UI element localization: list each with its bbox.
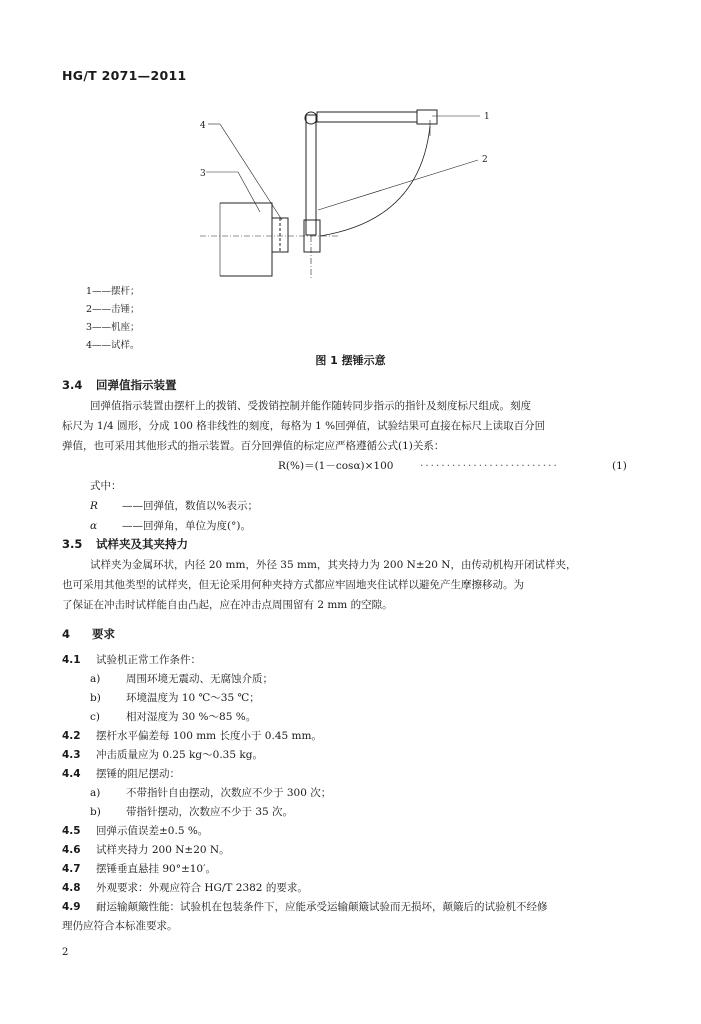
req-4-1-c: c) 相对湿度为 30 %～85 %。: [90, 711, 257, 723]
req-4-7: 4.7 摆锤垂直悬挂 90°±10′。: [62, 863, 216, 875]
req-4-2: 4.2 摆杆水平偏差每 100 mm 长度小于 0.45 mm。: [62, 730, 322, 742]
s35-line-1: 试样夹为金属环状，内径 20 mm，外径 35 mm，其夹持力为 200 N±20 N，由传动机构开闭试样夹，: [90, 559, 577, 571]
s35-line-2: 也可采用其他类型的试样夹，但无论采用何种夹持方式都应牢固地夹住试样以避免产生摩擦移动。为: [62, 579, 524, 591]
req-4-3: 4.3 冲击质量应为 0.25 kg～0.35 kg。: [62, 749, 263, 761]
legend-item-3: 3——机座；: [86, 322, 140, 333]
pivot-circle: [305, 112, 317, 124]
req-4-1-b: b) 环境温度为 10 ℃～35 ℃；: [90, 692, 260, 704]
callout-2: 2: [482, 155, 488, 165]
standard-number: HG/T 2071—2011: [62, 68, 187, 83]
section-4-heading: [62, 626, 115, 642]
legend-item-1: 1——摆杆；: [86, 286, 140, 297]
figure-caption: 图 1 摆锤示意: [315, 354, 386, 367]
callout-1: 1: [484, 112, 490, 122]
pendulum-rod: [306, 115, 316, 235]
symbol-R: [90, 496, 258, 516]
symbol-alpha: [90, 516, 251, 536]
hammer-head: [417, 110, 437, 124]
formula-leader: ··························: [420, 460, 559, 472]
symbol-desc: ——回弹角，单位为度(°)。: [122, 520, 251, 532]
req-4-4-a: a) 不带指针自由摆动，次数应不少于 300 次；: [90, 787, 332, 799]
pendulum-diagram: [180, 100, 520, 280]
page-number: 2: [62, 947, 69, 958]
req-4-9-cont: 理仍应符合本标准要求。: [62, 920, 178, 932]
formula-1: R(%)＝(1－cosα)×100: [278, 460, 394, 472]
section-title: 试样夹及其夹持力: [96, 537, 188, 551]
section-title: 回弹值指示装置: [96, 378, 177, 392]
symbol: R: [90, 500, 98, 512]
s34-line-3: 弹值，也可采用其他形式的指示装置。百分回弹值的标定应严格遵循公式(1)关系：: [62, 440, 445, 452]
req-4-4: 4.4 摆锤的阻尼摆动：: [62, 768, 180, 780]
req-4-1-a: a) 周围环境无震动、无腐蚀介质；: [90, 673, 273, 685]
req-4-4-b: b) 带指针摆动，次数应不少于 35 次。: [90, 806, 294, 818]
s34-line-2: 标尺为 1/4 圆形，分成 100 格非线性的刻度，每格为 1 %回弹值，试验结果可直接在标尺上读取百分回: [62, 420, 546, 432]
section-number: 3.5: [62, 537, 83, 551]
callout-4: 4: [200, 121, 206, 131]
where-label: 式中：: [90, 480, 122, 492]
s35-line-3: 了保证在冲击时试样能自由凸起，应在冲击点周围留有 2 mm 的空隙。: [62, 599, 393, 611]
req-4-1: 4.1 试验机正常工作条件：: [62, 654, 201, 666]
section-number: 3.4: [62, 378, 83, 392]
legend-item-2: 2——击锤；: [86, 304, 140, 315]
swing-arc: [320, 126, 430, 236]
req-4-6: 4.6 试样夹持力 200 N±20 N。: [62, 844, 230, 856]
section-3-5-heading: [62, 536, 188, 552]
section-title: 要求: [92, 627, 115, 641]
section-number: 4: [62, 627, 71, 641]
swing-arm: [317, 112, 417, 122]
req-4-9: 4.9 耐运输颠簸性能：试验机在包装条件下，应能承受运输颠簸试验而无损坏，颠簸后的试验机不经修: [62, 901, 548, 913]
formula-number: (1): [612, 460, 627, 472]
callout-3: 3: [200, 169, 206, 179]
section-3-4-heading: [62, 377, 177, 393]
legend-item-4: 4——试样。: [86, 340, 140, 351]
req-4-5: 4.5 回弹示值误差±0.5 %。: [62, 825, 209, 837]
req-4-8: 4.8 外观要求：外观应符合 HG/T 2382 的要求。: [62, 882, 308, 894]
symbol: α: [90, 520, 98, 532]
leader-line-2: [318, 160, 478, 210]
symbol-desc: ——回弹值，数值以%表示；: [122, 500, 258, 512]
base-block: [220, 203, 272, 276]
s34-line-1: 回弹值指示装置由摆杆上的拨销、受拨销控制并能作随转同步指示的指针及刻度标尺组成。刻度: [90, 400, 531, 412]
